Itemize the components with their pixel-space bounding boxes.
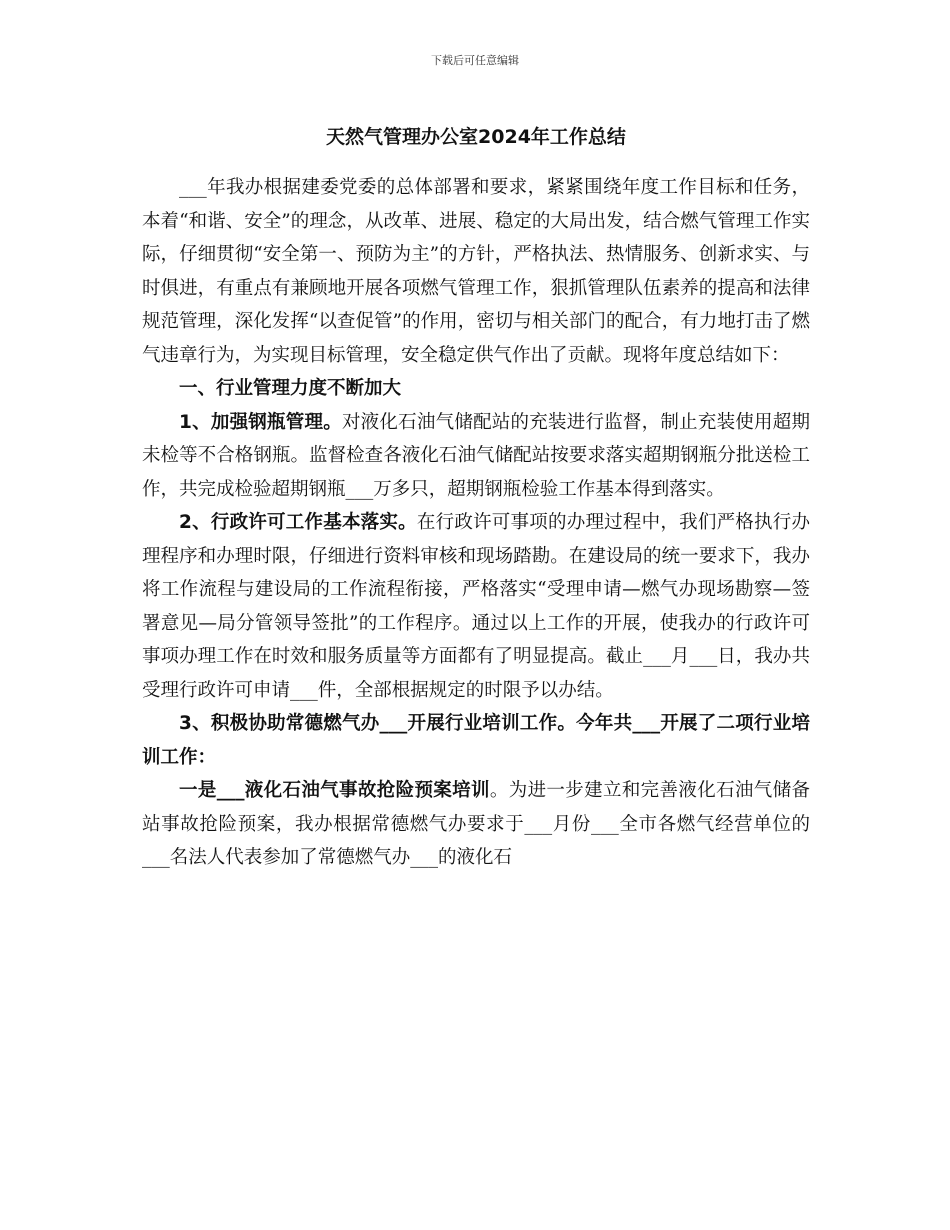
paragraph-body: 在行政许可事项的办理过程中，我们严格执行办理程序和办理时限，仔细进行资料审核和现场踏勘。在建设局的统一要求下，我办将工作流程与建设局的工作流程衔接，严格落实“受理申请—燃气办现场勘察—签署意见—局分管领导签批”的工作程序。通过以上工作的开展，使我办的行政许可事项办理工作在时效和服务质量等方面都有了明显提高。截止___月___日，我办共受理行政许可申请___件，全部根据规定的时限予以办结。	[142, 512, 810, 701]
section-heading-1: 一、行业管理力度不断加大	[179, 378, 402, 399]
paragraph-cylinder-management	[142, 406, 810, 507]
paragraph-lead: 2、行政许可工作基本落实。	[179, 512, 417, 533]
paragraph-body: 对液化石油气储配站的充装进行监督，制止充装使用超期未检等不合格钢瓶。监督检查各液化石油气储配站按要求落实超期钢瓶分批送检工作，共完成检验超期钢瓶___万多只，超期钢瓶检验工作基本得到落实。	[142, 411, 810, 500]
paragraph-body: 。为进一步建立和完善液化石油气储备站事故抢险预案，我办根据常德燃气办要求于___月份___全市各燃气经营单位的___名法人代表参加了常德燃气办___的液化石	[142, 780, 810, 868]
document-title: 天然气管理办公室2024年工作总结	[326, 126, 626, 148]
intro-paragraph: ___年我办根据建委党委的总体部署和要求，紧紧围绕年度工作目标和任务，本着“和谐、安全”的理念，从改革、进展、稳定的大局出发，结合燃气管理工作实际，仔细贯彻“安全第一、预防为主”的方针，严格执法、热情服务、创新求实、与时俱进，有重点有兼顾地开展各项燃气管理工作，狠抓管理队伍素养的提高和法律规范管理，深化发挥“以查促管”的作用，密切与相关部门的配合，有力地打击了燃气违章行为，为实现目标管理，安全稳定供气作出了贡献。现将年度总结如下：	[142, 177, 810, 366]
paragraph-training: 3、积极协助常德燃气办___开展行业培训工作。今年共___开展了二项行业培训工作：	[142, 713, 810, 768]
paragraph-first-training	[142, 774, 810, 875]
paragraph-admin-permit	[142, 506, 810, 707]
paragraph-lead: 1、加强钢瓶管理。	[179, 411, 342, 433]
document-body	[142, 122, 810, 875]
page-header: 下载后可任意编辑	[431, 54, 519, 67]
paragraph-lead: 一是___液化石油气事故抢险预案培训	[179, 780, 490, 801]
